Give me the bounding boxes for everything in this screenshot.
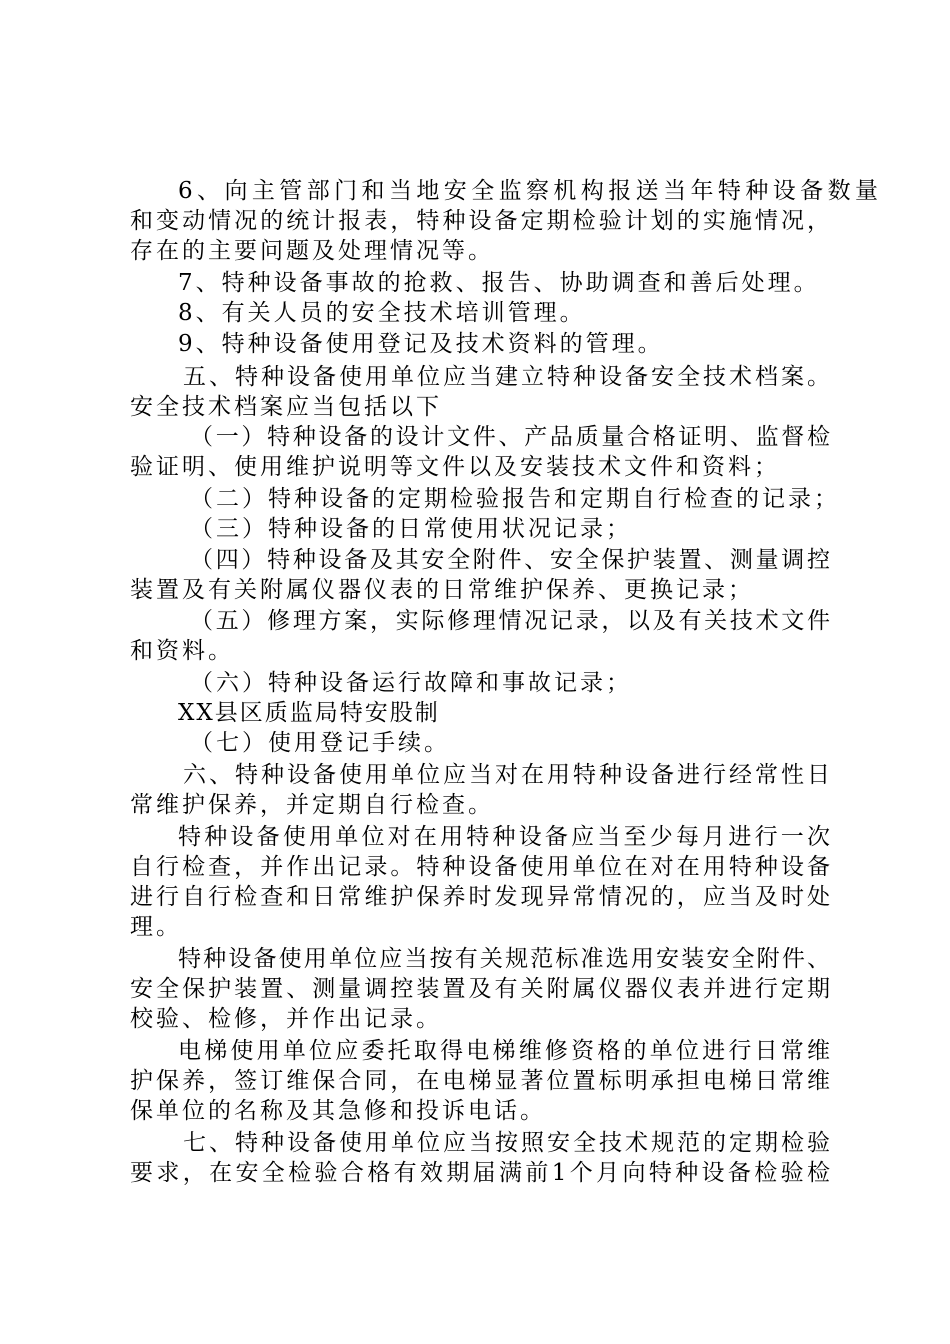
text-line: 保单位的名称及其急修和投诉电话。 bbox=[130, 1098, 546, 1124]
text-line: 特种设备使用单位应当按有关规范标准选用安装安全附件、 bbox=[178, 946, 830, 972]
text-line: 安全保护装置、测量调控装置及有关附属仪器仪表并进行定期 bbox=[130, 976, 830, 1002]
text-line: 要求，在安全检验合格有效期届满前1个月向特种设备检验检 bbox=[130, 1160, 830, 1186]
text-line: （七）使用登记手续。 bbox=[190, 730, 450, 756]
text-line: XX县区质监局特安股制 bbox=[178, 700, 440, 726]
text-line: 和变动情况的统计报表，特种设备定期检验计划的实施情况， bbox=[130, 208, 830, 234]
text-line: （三）特种设备的日常使用状况记录； bbox=[190, 516, 632, 542]
text-line: 存在的主要问题及处理情况等。 bbox=[130, 238, 494, 264]
text-line: 进行自行检查和日常维护保养时发现异常情况的，应当及时处 bbox=[130, 884, 830, 910]
text-line: 护保养，签订维保合同，在电梯显著位置标明承担电梯日常维 bbox=[130, 1068, 830, 1094]
text-line: 验证明、使用维护说明等文件以及安装技术文件和资料； bbox=[130, 454, 780, 480]
text-line: 9、特种设备使用登记及技术资料的管理。 bbox=[178, 331, 664, 357]
text-line: 7、特种设备事故的抢救、报告、协助调查和善后处理。 bbox=[178, 270, 820, 296]
text-line: （四）特种设备及其安全附件、安全保护装置、测量调控 bbox=[190, 547, 830, 573]
text-line: 电梯使用单位应委托取得电梯维修资格的单位进行日常维 bbox=[178, 1038, 830, 1064]
text-line: 装置及有关附属仪器仪表的日常维护保养、更换记录； bbox=[130, 577, 754, 603]
text-line: 理。 bbox=[130, 914, 182, 940]
text-line: 安全技术档案应当包括以下 bbox=[130, 394, 442, 420]
text-line: （五）修理方案，实际修理情况记录，以及有关技术文件 bbox=[190, 608, 830, 634]
text-line: 六、特种设备使用单位应当对在用特种设备进行经常性日 bbox=[183, 762, 830, 788]
text-line: （六）特种设备运行故障和事故记录； bbox=[190, 670, 632, 696]
text-line: 校验、检修，并作出记录。 bbox=[130, 1006, 442, 1032]
text-line: 8、有关人员的安全技术培训管理。 bbox=[178, 300, 586, 326]
text-line: 和资料。 bbox=[130, 638, 234, 664]
text-line: 特种设备使用单位对在用特种设备应当至少每月进行一次 bbox=[178, 824, 830, 850]
text-line: （一）特种设备的设计文件、产品质量合格证明、监督检 bbox=[190, 424, 830, 450]
text-line: 6、向主管部门和当地安全监察机构报送当年特种设备数量 bbox=[178, 178, 878, 204]
text-line: 自行检查，并作出记录。特种设备使用单位在对在用特种设备 bbox=[130, 854, 830, 880]
text-line: 常维护保养，并定期自行检查。 bbox=[130, 792, 494, 818]
text-line: 七、特种设备使用单位应当按照安全技术规范的定期检验 bbox=[183, 1130, 830, 1156]
text-line: （二）特种设备的定期检验报告和定期自行检查的记录； bbox=[190, 486, 840, 512]
text-line: 五、特种设备使用单位应当建立特种设备安全技术档案。 bbox=[183, 364, 830, 390]
